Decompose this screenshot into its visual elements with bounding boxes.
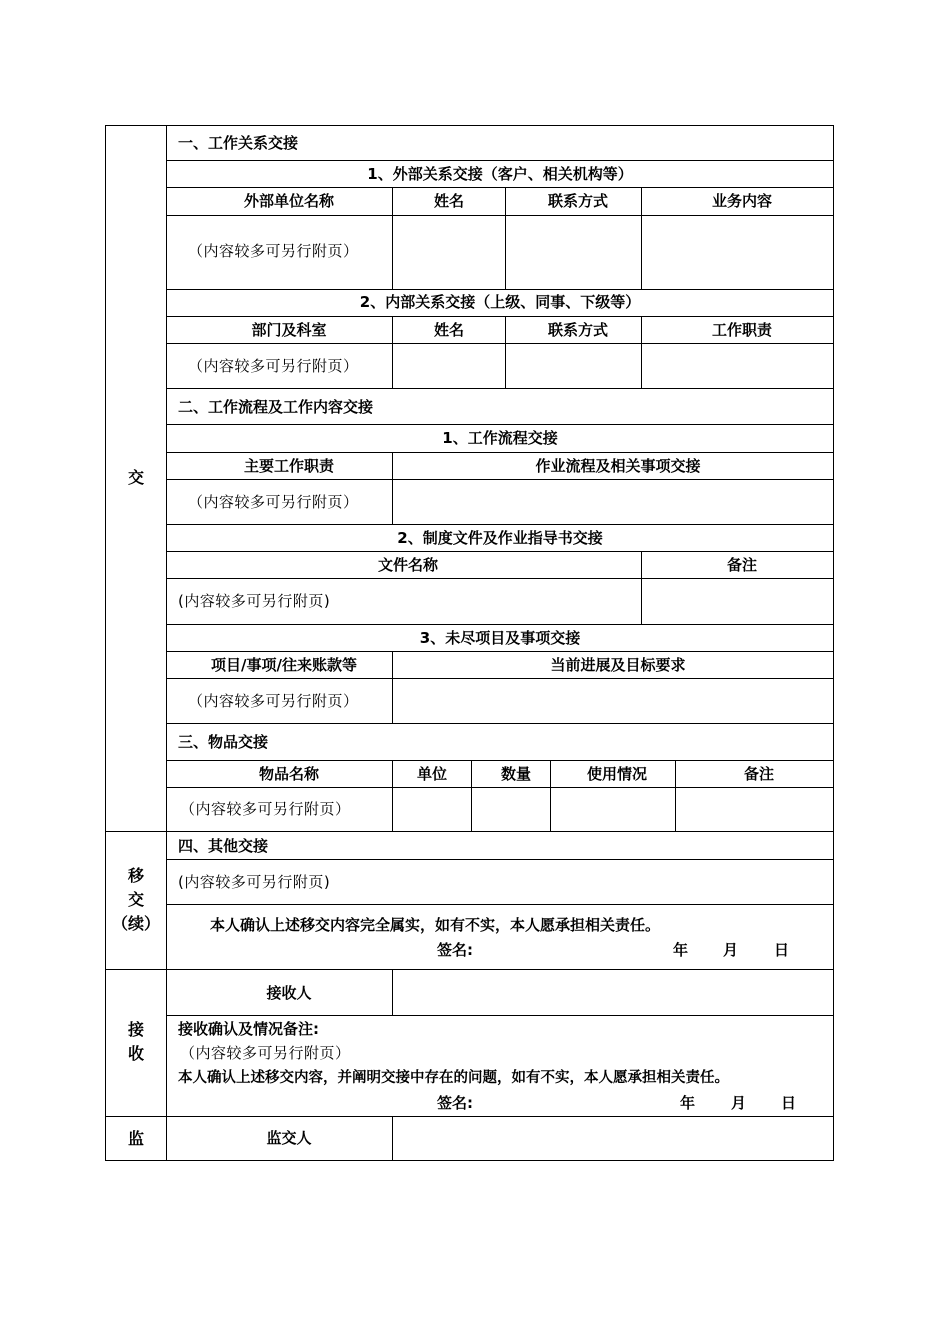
column-header: 当前进展及目标要求 <box>550 656 686 674</box>
section-title: 一、工作关系交接 <box>178 134 299 152</box>
column-header: 使用情况 <box>586 765 648 783</box>
date-day: 日 <box>781 1094 797 1112</box>
subsection-title: 2、内部关系交接（上级、同事、下级等） <box>359 293 641 311</box>
section-line <box>105 831 834 832</box>
subsection-title: 1、工作流程交接 <box>442 429 558 447</box>
column-header: 作业流程及相关事项交接 <box>535 457 701 475</box>
supervisor-label: 监交人 <box>266 1129 312 1147</box>
row-line <box>166 452 834 453</box>
border-left <box>105 125 106 1161</box>
row-line <box>166 289 834 290</box>
side-char: 移 <box>127 866 144 885</box>
row-line <box>166 160 834 161</box>
column-header: 部门及科室 <box>251 321 327 339</box>
col-line <box>392 651 393 723</box>
column-header: 数量 <box>500 765 532 783</box>
placeholder-text: （内容较多可另行附页） <box>180 1044 351 1062</box>
column-header: 外部单位名称 <box>243 192 335 210</box>
receiver-label: 接收人 <box>266 984 312 1002</box>
col-line <box>505 316 506 388</box>
side-label-jiao: 交 <box>127 468 144 487</box>
col-line <box>550 760 551 831</box>
row-line <box>166 215 834 216</box>
signature-label: 签名: <box>437 1094 473 1112</box>
border-bottom <box>105 1160 834 1161</box>
placeholder-text: （内容较多可另行附页） <box>188 242 359 260</box>
row-line <box>166 904 834 905</box>
column-header: 工作职责 <box>711 321 773 339</box>
column-header: 物品名称 <box>258 765 320 783</box>
placeholder-text: (内容较多可另行附页) <box>178 873 331 891</box>
col-line <box>392 452 393 524</box>
column-header: 项目/事项/往来账款等 <box>211 656 357 674</box>
confirm-statement: 本人确认上述移交内容完全属实，如有不实，本人愿承担相关责任。 <box>210 916 661 934</box>
column-header: 姓名 <box>433 192 465 210</box>
col-line <box>641 316 642 388</box>
row-line <box>166 723 834 724</box>
side-label-yijiao-xu <box>106 864 166 936</box>
side-char: 接 <box>127 1020 144 1039</box>
date-month: 月 <box>723 941 739 959</box>
column-header: 联系方式 <box>547 321 609 339</box>
col-line <box>641 187 642 289</box>
column-header: 备注 <box>726 556 758 574</box>
row-line <box>166 578 834 579</box>
column-header: 联系方式 <box>547 192 609 210</box>
col-line <box>641 551 642 624</box>
side-divider <box>166 125 167 1161</box>
column-header: 业务内容 <box>711 192 773 210</box>
column-header: 主要工作职责 <box>243 457 335 475</box>
row-line <box>166 678 834 679</box>
section-line <box>105 1116 834 1117</box>
signature-label: 签名: <box>437 941 473 959</box>
row-line <box>166 524 834 525</box>
column-header: 姓名 <box>433 321 465 339</box>
column-header: 文件名称 <box>377 556 439 574</box>
date-month: 月 <box>731 1094 747 1112</box>
section-line <box>105 969 834 970</box>
row-line <box>166 859 834 860</box>
subsection-title: 1、外部关系交接（客户、相关机构等） <box>367 165 633 183</box>
subsection-title: 3、未尽项目及事项交接 <box>419 629 581 647</box>
border-right <box>833 125 834 1161</box>
col-line <box>675 760 676 831</box>
col-line <box>392 760 393 831</box>
col-line <box>471 760 472 831</box>
row-line <box>166 651 834 652</box>
column-header: 备注 <box>743 765 775 783</box>
date-year: 年 <box>680 1094 696 1112</box>
row-line <box>166 760 834 761</box>
placeholder-text: （内容较多可另行附页） <box>188 357 359 375</box>
col-line <box>505 187 506 289</box>
placeholder-text: （内容较多可另行附页） <box>180 800 351 818</box>
row-line <box>166 551 834 552</box>
placeholder-text: （内容较多可另行附页） <box>188 692 359 710</box>
side-label-jian: 监 <box>127 1129 144 1148</box>
date-year: 年 <box>673 941 689 959</box>
col-line <box>392 187 393 289</box>
side-char: （续） <box>111 914 160 933</box>
subsection-title: 2、制度文件及作业指导书交接 <box>397 529 603 547</box>
side-char: 收 <box>127 1044 144 1063</box>
receive-confirm-statement: 本人确认上述移交内容，并阐明交接中存在的问题，如有不实，本人愿承担相关责任。 <box>178 1070 729 1086</box>
column-header: 单位 <box>416 765 448 783</box>
row-line <box>166 624 834 625</box>
section-title: 四、其他交接 <box>178 837 269 855</box>
row-line <box>166 424 834 425</box>
placeholder-text: (内容较多可另行附页) <box>178 592 331 610</box>
row-line <box>166 316 834 317</box>
col-line <box>392 1116 393 1160</box>
side-label-jieshou <box>106 1018 166 1066</box>
date-day: 日 <box>774 941 790 959</box>
row-line <box>166 388 834 389</box>
row-line <box>166 787 834 788</box>
section-title: 二、工作流程及工作内容交接 <box>178 398 374 416</box>
side-char: 交 <box>127 890 144 909</box>
receive-confirm-title: 接收确认及情况备注: <box>178 1020 319 1038</box>
border-top <box>105 125 834 126</box>
col-line <box>392 316 393 388</box>
row-line <box>166 1015 834 1016</box>
row-line <box>166 343 834 344</box>
section-title: 三、物品交接 <box>178 733 269 751</box>
col-line <box>392 969 393 1015</box>
row-line <box>166 187 834 188</box>
row-line <box>166 479 834 480</box>
placeholder-text: （内容较多可另行附页） <box>188 493 359 511</box>
